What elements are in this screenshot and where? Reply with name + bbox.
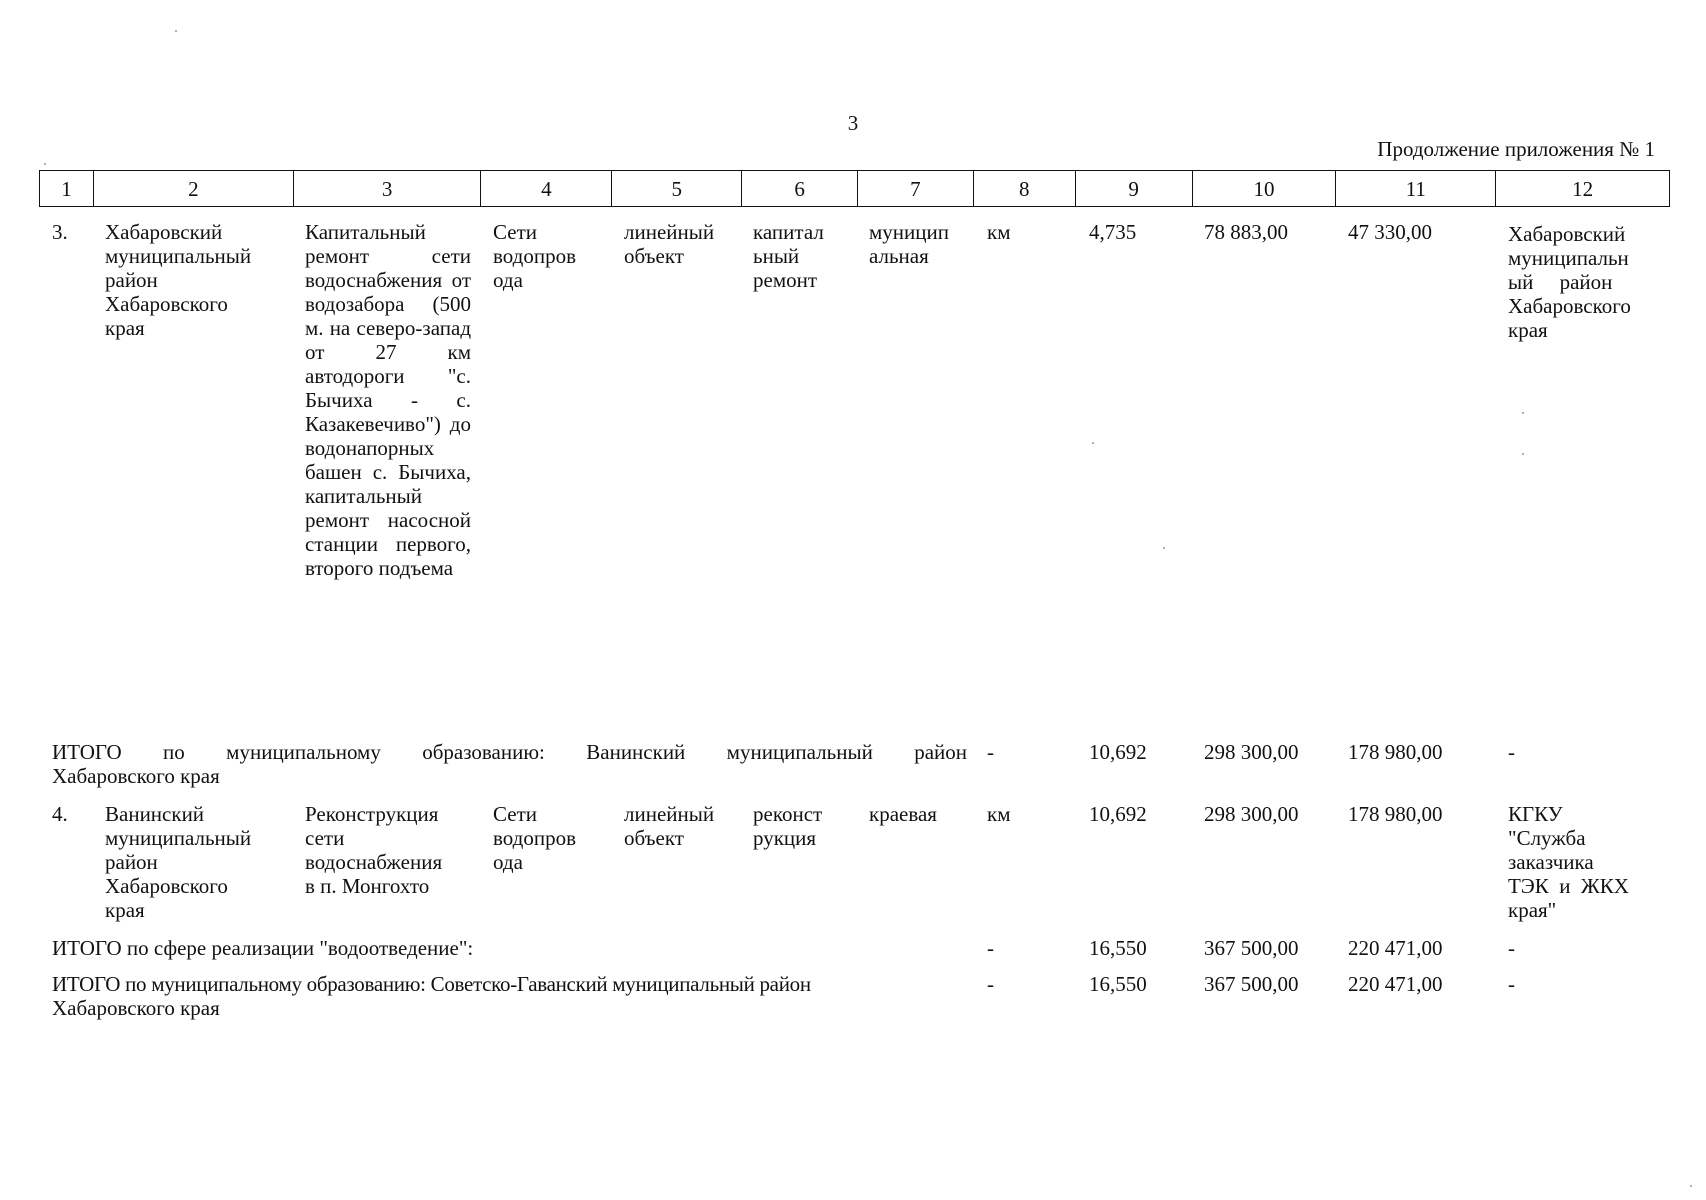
total-label-line1: ИТОГО по муниципальному образованию: Ванинский муниципальный район [52,740,967,764]
customer: КГКУ "Служба заказчика ТЭК и ЖКХ края" [1508,802,1629,922]
total-budget: 178 980,00 [1348,740,1443,764]
header-col-10: 10 [1193,171,1337,206]
scan-speck [175,30,177,32]
total-cost: 298 300,00 [1204,740,1299,764]
total-cost: 367 500,00 [1204,936,1299,960]
scan-speck [44,163,46,165]
length-value: 4,735 [1089,220,1137,244]
cost-budget: 178 980,00 [1348,802,1443,826]
network-type: Сети водопров ода [493,802,577,874]
length-value: 10,692 [1089,802,1147,826]
total-label-line2: Хабаровского края [52,996,220,1020]
total-label-line1: ИТОГО по муниципальному образованию: Советско-Гаванский муниципальный район [52,972,811,996]
work-type: капитал ьный ремонт [753,220,824,292]
header-col-7: 7 [858,171,974,206]
work-type: реконст рукция [753,802,823,850]
scan-speck [1690,1185,1692,1187]
row-number: 4. [52,802,68,826]
header-col-11: 11 [1336,171,1496,206]
total-label-line1: ИТОГО по сфере реализации "водоотведение": [52,936,474,960]
object-description: Реконструкция сети водоснабжения в п. Монгохто [305,802,443,898]
page-number: 3 [847,111,859,135]
row-number: 3. [52,220,68,244]
scan-speck [1522,412,1524,414]
total-cost: 367 500,00 [1204,972,1299,996]
continuation-label: Продолжение приложения № 1 [1377,137,1655,161]
total-length: 10,692 [1089,740,1147,764]
unit: км [987,220,1011,244]
network-type: Сети водопров ода [493,220,577,292]
customer: Хабаровский муниципальн ый район Хабаровского края [1508,222,1631,342]
ownership: муницип альная [869,220,949,268]
total-unit: - [987,740,994,764]
unit: км [987,802,1011,826]
total-length: 16,550 [1089,936,1147,960]
object-kind: линейный объект [624,220,715,268]
header-col-12: 12 [1572,176,1594,201]
total-customer: - [1508,936,1515,960]
total-length: 16,550 [1089,972,1147,996]
total-budget: 220 471,00 [1348,936,1443,960]
header-col-2: 2 [94,171,294,206]
district-name: Ванинский муниципальный район Хабаровского края [105,802,252,922]
cost-total: 298 300,00 [1204,802,1299,826]
ownership: краевая [869,802,937,826]
total-label-line2: Хабаровского края [52,764,220,788]
scan-speck [1092,442,1094,444]
total-customer: - [1508,740,1515,764]
cost-budget: 47 330,00 [1348,220,1432,244]
header-col-8: 8 [974,171,1076,206]
header-col-6: 6 [742,171,858,206]
district-name: Хабаровский муниципальный район Хабаровского края [105,220,252,340]
total-budget: 220 471,00 [1348,972,1443,996]
header-col-9: 9 [1076,171,1193,206]
header-col-3: 3 [294,171,482,206]
object-kind: линейный объект [624,802,715,850]
total-unit: - [987,972,994,996]
scan-speck [1522,453,1524,455]
header-col-5: 5 [612,171,742,206]
object-description-text: Капитальный ремонт сети водоснабжения от водозабора (500 м. на северо-запад от 27 км автодороги "с. Бычиха - с. Казакевечиво") до водонапорных башен с. Бычиха, капитальный ремонт насосной станции первого, второго подъема [305,220,471,580]
cost-total: 78 883,00 [1204,220,1288,244]
object-description [305,220,471,580]
header-col-1: 1 [40,171,94,206]
table-header [39,170,1670,207]
header-col-4: 4 [481,171,612,206]
total-customer: - [1508,972,1515,996]
total-unit: - [987,936,994,960]
scan-speck [1163,547,1165,549]
